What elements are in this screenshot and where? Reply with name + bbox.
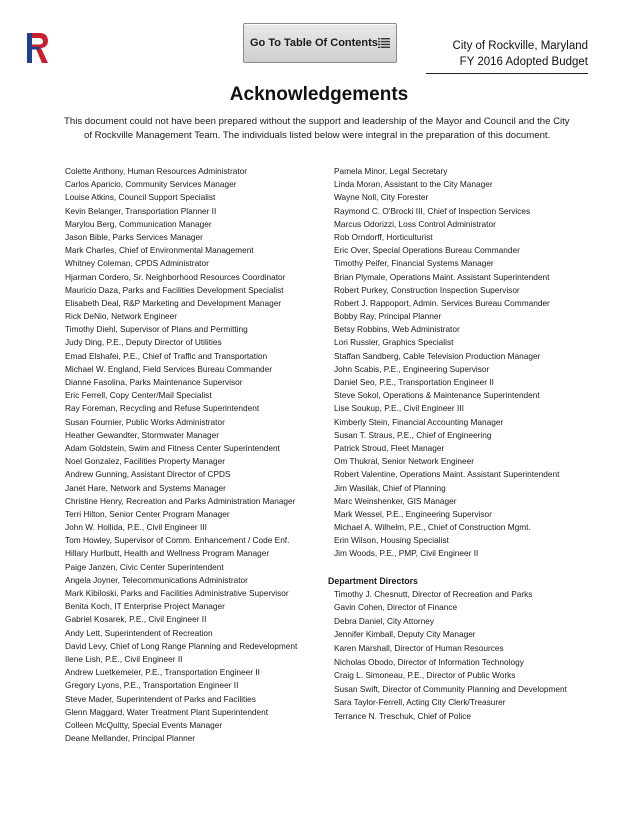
list-item: Nicholas Obodo, Director of Information Technology [334,656,524,667]
list-item: Benita Koch, IT Enterprise Project Manager [65,601,225,612]
list-item: Christine Henry, Recreation and Parks Administration Manager [65,495,296,506]
list-item: Terri Hilton, Senior Center Program Manager [65,508,230,519]
list-item: Raymond C. O'Brocki III, Chief of Inspection Services [334,205,531,216]
list-item: Andy Lett, Superintendent of Recreation [65,627,213,638]
acknowledgements-left-column [65,165,335,745]
city-name: City of Rockville, Maryland [452,40,588,52]
intro-paragraph [64,115,576,143]
list-icon [378,36,390,50]
list-item: Ray Foreman, Recycling and Refuse Superintendent [65,403,260,414]
list-item: Jennifer Kimball, Deputy City Manager [334,629,476,640]
list-item: Steve Mader, Superintendent of Parks and Facilities [65,693,256,704]
list-item: Michael W. England, Field Services Bureau Commander [65,363,273,374]
list-item: Om Thukral, Senior Network Engineer [334,456,475,467]
list-item: Rob Orndorff, Horticulturist [334,231,433,242]
list-item: Whitney Coleman, CPDS Administrator [65,258,209,269]
list-item: Linda Moran, Assistant to the City Manager [334,179,493,190]
list-item: Steve Sokol, Operations & Maintenance Superintendent [334,390,540,401]
list-item: Michael A. Wilhelm, P.E., Chief of Construction Mgmt. [334,522,531,533]
list-item: Susan Swift, Director of Community Planning and Development [334,683,567,694]
list-item: Paige Janzen, Civic Center Superintendent [65,561,224,572]
list-item: Susan Fournier, Public Works Administrator [65,416,225,427]
list-item: Angela Joyner, Telecommunications Administrator [65,574,248,585]
list-item: Glenn Maggard, Water Treatment Plant Superintendent [65,706,269,717]
list-item: Brian Plymale, Operations Maint. Assistant Superintendent [334,271,550,282]
list-item: Hillary Hurlbutt, Health and Wellness Program Manager [65,548,270,559]
list-item: Jim Woods, P.E., PMP, Civil Engineer II [334,548,479,559]
list-item: Craig L. Simoneau, P.E., Director of Public Works [334,670,516,681]
list-item: Kimberly Stein, Financial Accounting Manager [334,416,504,427]
list-item: Mark Wessel, P.E., Engineering Supervisor [334,508,492,519]
list-item: John W. Hollida, P.E., Civil Engineer III [65,522,207,533]
list-item: Emad Elshafei, P.E., Chief of Traffic and Transportation [65,350,268,361]
list-item: Dianne Fasolina, Parks Maintenance Supervisor [65,377,243,387]
list-item: Rick DeNio, Network Engineer [65,311,178,322]
list-item: Judy Ding, P.E., Deputy Director of Utilities [65,337,222,348]
list-item: Betsy Robbins, Web Administrator [334,324,460,335]
list-item: Gavin Cohen, Director of Finance [334,602,458,613]
list-item: Terrance N. Treschuk, Chief of Police [334,710,471,721]
list-item: Pamela Minor, Legal Secretary [334,166,448,176]
list-item: Colleen McQuitty, Special Events Manager [65,719,223,730]
list-item: Noel Gonzalez, Facilities Property Manager [65,456,226,467]
list-item: Carlos Aparicio, Community Services Manager [65,179,237,190]
list-item: Jason Bible, Parks Services Manager [65,231,203,242]
list-item: Marcus Odorizzi, Loss Control Administrator [334,218,496,229]
list-item: Gabriel Kosarek, P.E., Civil Engineer II [65,614,207,625]
list-item: Sara Taylor-Ferrell, Acting City Clerk/Treasurer [334,697,506,708]
list-item: Mark Kibiloski, Parks and Facilities Administrative Supervisor [65,588,289,598]
list-item: Gregory Lyons, P.E., Transportation Engineer II [65,680,239,691]
intro-line-2: of Rockville Management Team. The individuals listed below were integral in the preparation of this document. [84,130,551,141]
list-item: Bobby Ray, Principal Planner [334,311,442,322]
staff-list-right [334,165,594,561]
list-item: Debra Daniel, City Attorney [334,615,435,626]
list-item: Tom Howley, Supervisor of Comm. Enhancement / Code Enf. [65,535,290,546]
list-item: Robert Valentine, Operations Maint. Assistant Superintendent [334,469,560,480]
list-item: Eric Ferrell, Copy Center/Mail Specialist [65,390,212,401]
list-item: Andrew Luetkemeier, P.E., Transportation Engineer II [65,667,260,678]
list-item: Mark Charles, Chief of Environmental Management [65,245,254,256]
budget-name: FY 2016 Adopted Budget [459,56,588,68]
list-item: Kevin Belanger, Transportation Planner II [65,205,217,216]
list-item: David Levy, Chief of Long Range Planning and Redevelopment [65,640,298,651]
list-item: Timothy Peifer, Financial Systems Manager [334,258,494,269]
page-title: Acknowledgements [229,84,409,105]
list-item: Robert Purkey, Construction Inspection Supervisor [334,284,520,295]
department-directors-heading: Department Directors [328,575,418,586]
list-item: Marylou Berg, Communication Manager [65,218,212,229]
list-item: Mauricio Daza, Parks and Facilities Development Specialist [65,284,284,295]
list-item: Deane Mellander, Principal Planner [65,733,196,744]
department-directors-list [334,588,594,724]
list-item: Timothy Diehl, Supervisor of Plans and Permitting [65,324,248,335]
list-item: Colette Anthony, Human Resources Administrator [65,166,248,176]
list-item: Andrew Gunning, Assistant Director of CPDS [65,469,231,480]
list-item: Marc Weinshenker, GIS Manager [334,495,457,506]
list-item: Hjarman Cordero, Sr. Neighborhood Resources Coordinator [65,271,286,282]
list-item: Lori Russler, Graphics Specialist [334,337,454,348]
list-item: Patrick Stroud, Fleet Manager [334,442,445,453]
list-item: Louise Atkins, Council Support Specialist [65,192,216,203]
list-item: Ilene Lish, P.E., Civil Engineer II [65,653,183,664]
list-item: Staffan Sandberg, Cable Television Production Manager [334,350,541,361]
list-item: Lise Soukup, P.E., Civil Engineer III [334,403,464,414]
list-item: Eric Over, Special Operations Bureau Commander [334,245,520,256]
list-item: John Scabis, P.E., Engineering Supervisor [334,363,490,374]
list-item: Karen Marshall, Director of Human Resources [334,643,504,653]
header-divider [426,73,588,74]
list-item: Wayne Noll, City Forester [334,192,429,203]
intro-line-1: This document could not have been prepared without the support and leadership of the Mayor and Council and the City [64,116,570,127]
rockville-logo-icon [27,33,49,63]
acknowledgements-right-column [328,165,594,724]
list-item: Robert J. Rappoport, Admin. Services Bureau Commander [334,297,550,308]
list-item: Janet Hare, Network and Systems Manager [65,482,226,493]
go-to-table-of-contents-button[interactable] [243,23,397,63]
staff-list-left [65,165,335,745]
list-item: Susan T. Straus, P.E., Chief of Engineering [334,429,492,440]
list-item: Daniel Seo, P.E., Transportation Engineer II [334,377,494,387]
list-item: Jim Wasilak, Chief of Planning [334,482,446,493]
list-item: Adam Goldstein, Swim and Fitness Center Superintendent [65,442,280,453]
list-item: Heather Gewandter, Stormwater Manager [65,429,220,440]
list-item: Erin Wilson, Housing Specialist [334,535,449,546]
rockville-logo [27,33,49,63]
document-header [453,38,588,70]
toc-button-label: Go To Table Of Contents [250,37,378,49]
list-item: Elisabeth Deal, R&P Marketing and Development Manager [65,297,282,308]
list-item: Timothy J. Chesnutt, Director of Recreation and Parks [334,588,533,599]
